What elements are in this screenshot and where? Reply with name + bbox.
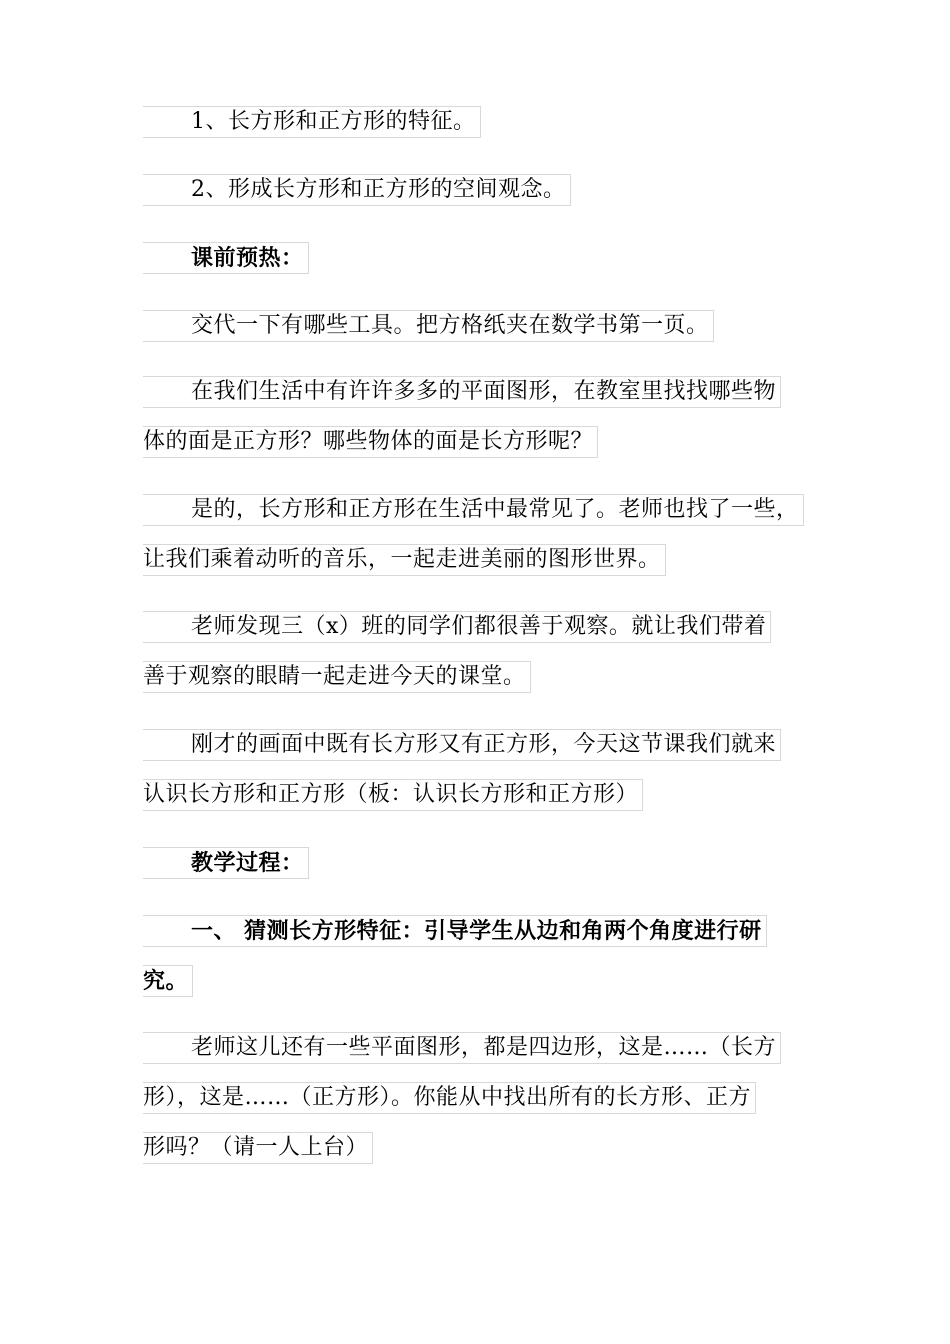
preclass-paragraph-5-line-2: 认识长方形和正方形（板：认识长方形和正方形） — [143, 779, 643, 811]
preclass-paragraph-5-line-1: 刚才的画面中既有长方形又有正方形，今天这节课我们就来 — [143, 729, 781, 761]
preclass-paragraph-4 — [143, 601, 771, 701]
preclass-heading — [143, 232, 309, 282]
preclass-paragraph-3-line-2: 让我们乘着动听的音乐，一起走进美丽的图形世界。 — [143, 544, 666, 576]
preclass-paragraph-2-line-1: 在我们生活中有许许多多的平面图形，在教室里找找哪些物 — [143, 376, 781, 408]
process-section-1-heading — [143, 905, 767, 1005]
process-paragraph-1 — [143, 1022, 781, 1172]
preclass-paragraph-4-line-1: 老师发现三（x）班的同学们都很善于观察。就让我们带着 — [143, 611, 771, 643]
preclass-paragraph-4-line-2: 善于观察的眼睛一起走进今天的课堂。 — [143, 661, 531, 693]
preclass-paragraph-1 — [143, 300, 714, 350]
objective-item-2-text: 2、形成长方形和正方形的空间观念。 — [143, 174, 571, 206]
preclass-heading-text: 课前预热： — [143, 242, 309, 274]
process-paragraph-1-line-1: 老师这儿还有一些平面图形，都是四边形，这是……（长方 — [143, 1032, 781, 1064]
objective-item-1-text: 1、长方形和正方形的特征。 — [143, 106, 481, 138]
process-heading — [143, 837, 309, 887]
preclass-paragraph-1-text: 交代一下有哪些工具。把方格纸夹在数学书第一页。 — [143, 310, 714, 342]
preclass-paragraph-5 — [143, 719, 781, 819]
preclass-paragraph-2-line-2: 体的面是正方形？哪些物体的面是长方形呢？ — [143, 426, 598, 458]
process-paragraph-1-line-2: 形），这是……（正方形）。你能从中找出所有的长方形、正方 — [143, 1082, 756, 1114]
preclass-paragraph-3-line-1: 是的，长方形和正方形在生活中最常见了。老师也找了一些， — [143, 494, 804, 526]
process-heading-text: 教学过程： — [143, 847, 309, 879]
objective-item-2 — [143, 164, 571, 214]
objective-item-1 — [143, 96, 481, 146]
preclass-paragraph-2 — [143, 366, 781, 466]
process-paragraph-1-line-3: 形吗？（请一人上台） — [143, 1132, 373, 1164]
process-section-1-line-2: 究。 — [143, 965, 193, 997]
preclass-paragraph-3 — [143, 484, 804, 584]
process-section-1-line-1: 一、 猜测长方形特征：引导学生从边和角两个角度进行研 — [143, 915, 767, 947]
